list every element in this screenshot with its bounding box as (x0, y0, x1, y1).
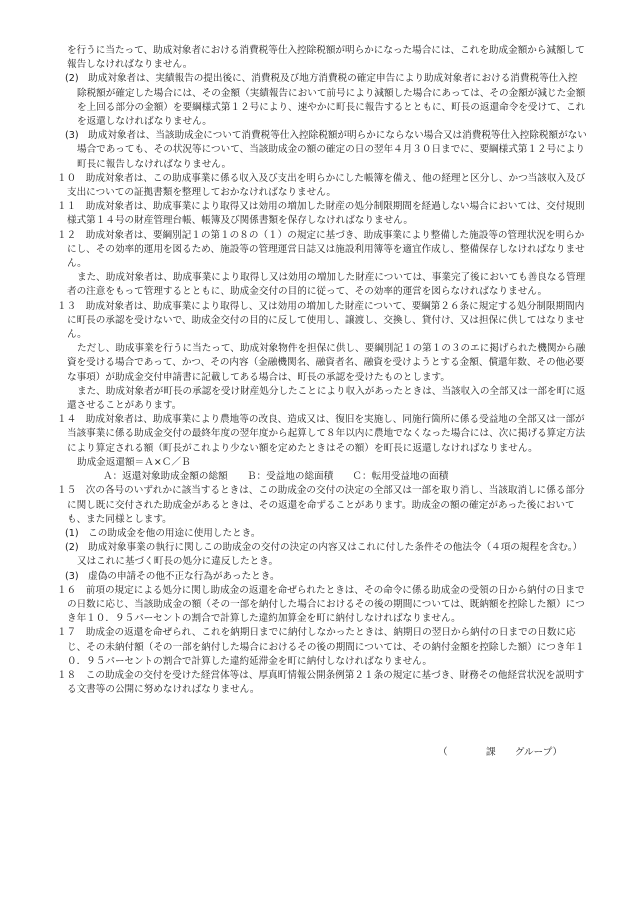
paragraph: 助成金返還額＝Ａ×Ｃ／Ｂ (77, 456, 191, 468)
document-body (57, 44, 587, 697)
paragraph: １５ 次の各号のいずれかに該当するときは、この助成金の交付の決定の全部又は一部を取り消し、当該取消しに係る部分に関し既に交付された助成金があるときは、その返還を命ずることがあります。助成金の額の確定があった後においても、また同様とします。 (57, 485, 585, 525)
department-footer: （ 課 グループ） (438, 747, 563, 758)
paragraph: (3) 助成対象者は、当該助成金について消費税等仕入控除税額が明らかにならない場合又は消費税等仕入控除税額がない場合であっても、その状況等について、当該助成金の額の確定の日の翌年４月３０日までに、要綱様式第１２号により町長に報告しなければなりません。 (65, 130, 587, 170)
paragraph: を行うに当たって、助成対象者における消費税等仕入控除税額が明らかになった場合には、これを助成金額から減額して報告しなければなりません。 (67, 45, 585, 71)
paragraph: １６ 前項の規定による処分に関し助成金の返還を命ぜられたときは、その命令に係る助成金の受領の日から納付の日までの日数に応じ、当該助成金の額（その一部を納付した場合におけるその後の期間については、既納額を控除した額）につき年１０．９５パーセントの割合で計算した違約加算金を町に納付しなければなりません。 (57, 584, 585, 625)
paragraph: (3) 虚偽の申請その他不正な行為があったとき。 (65, 570, 280, 582)
paragraph: ただし、助成事業を行うに当たって、助成対象物件を担保に供し、要綱別記１の第１の３のエに掲げられた機関から融資を受ける場合であって、かつ、その内容（金融機関名、融資者名、融資を受けようとする金額、償還年数、その他必要な事項）が助成金交付申請書に記載してある場合は、町長の承認を受けたものとします。 (67, 343, 586, 383)
paragraph: １４ 助成対象者は、助成事業により農地等の改良、造成又は、復旧を実施し、同施行箇所に係る受益地の全部又は一部が当該事業に係る助成金交付の最終年度の翌年度から起算して８年以内に農地でなくなった場合には、次に掲げる算定方法により算定される額（町長がこれより少ない額を定めたときはその額）を町長に返還しなければなりません。 (57, 414, 586, 454)
paragraph: また、助成対象者は、助成事業により取得し又は効用の増加した財産については、事業完了後においても善良なる管理者の注意をもって管理するとともに、助成金交付の目的に従って、その効率的運営を図らなければなりません。 (67, 272, 586, 298)
paragraph: １２ 助成対象者は、要綱別記１の第１の８の（１）の規定に基づき、助成事業により整備した施設等の管理状況を明らかにし、その効率的運用を図るため、施設等の管理運営日誌又は施設利用簿等を適宜作成し、整備保存しなければなりません。 (57, 229, 585, 270)
paragraph: １０ 助成対象者は、この助成事業に係る収入及び支出を明らかにした帳簿を備え、他の経理と区分し、かつ当該収入及び支出についての証拠書類を整理しておかなければなりません。 (57, 172, 586, 199)
paragraph: (2) 助成対象者は、実績報告の提出後に、消費税及び地方消費税の確定申告により助成対象者における消費税等仕入控除税額が確定した場合には、その金額（実績報告において前号により減額した場合にあっては、その金額が減じた金額を上回る部分の金額）を要綱様式第１２号により、速やかに町長に報告するとともに、町長の返還命令を受けて、これを返還しなければなりません。 (65, 73, 586, 128)
paragraph: (1) この助成金を他の用途に使用したとき。 (65, 527, 261, 539)
paragraph: １１ 助成対象者は、助成事業により取得又は効用の増加した財産の処分制限期間を経過しない場合においては、交付規則様式第１４号の財産管理台帳、帳簿及び関係書類を保存しなければなりません。 (57, 201, 585, 227)
paragraph: また、助成対象者が町長の承認を受け財産処分したことにより収入があったときは、当該収入の全部又は一部を町に返還させることがあります。 (67, 385, 586, 412)
paragraph: (2) 助成対象事業の執行に関しこの助成金の交付の決定の内容又はこれに付した条件その他法令（４項の規程を含む。）又はこれに基づく町長の処分に違反したとき。 (65, 542, 583, 568)
paragraph: １７ 助成金の返還を命ぜられ、これを納期日までに納付しなかったときは、納期日の翌日から納付の日までの日数に応じ、その未納付額（その一部を納付した場合におけるその後の期間については、その納付金額を控除した額）につき年１０．９５パーセントの割合で計算した違約延滞金を町に納付しなければなりません。 (57, 627, 585, 667)
paragraph: Ａ：返還対象助成金額の総額 Ｂ：受益地の総面積 Ｃ：転用受益地の面積 (103, 471, 449, 483)
paragraph: １８ この助成金の交付を受けた経営体等は、厚真町情報公開条例第２１条の規定に基づき、財務その他経営状況を説明する文書等の公開に努めなければなりません。 (57, 669, 585, 696)
paragraph: １３ 助成対象者は、助成事業により取得し、又は効用の増加した財産について、要綱第２６条に規定する処分制限期間内に町長の承認を受けないで、助成金交付の目的に反して使用し、譲渡し、交換し、貸付け、又は担保に供してはなりません。 (57, 300, 585, 341)
